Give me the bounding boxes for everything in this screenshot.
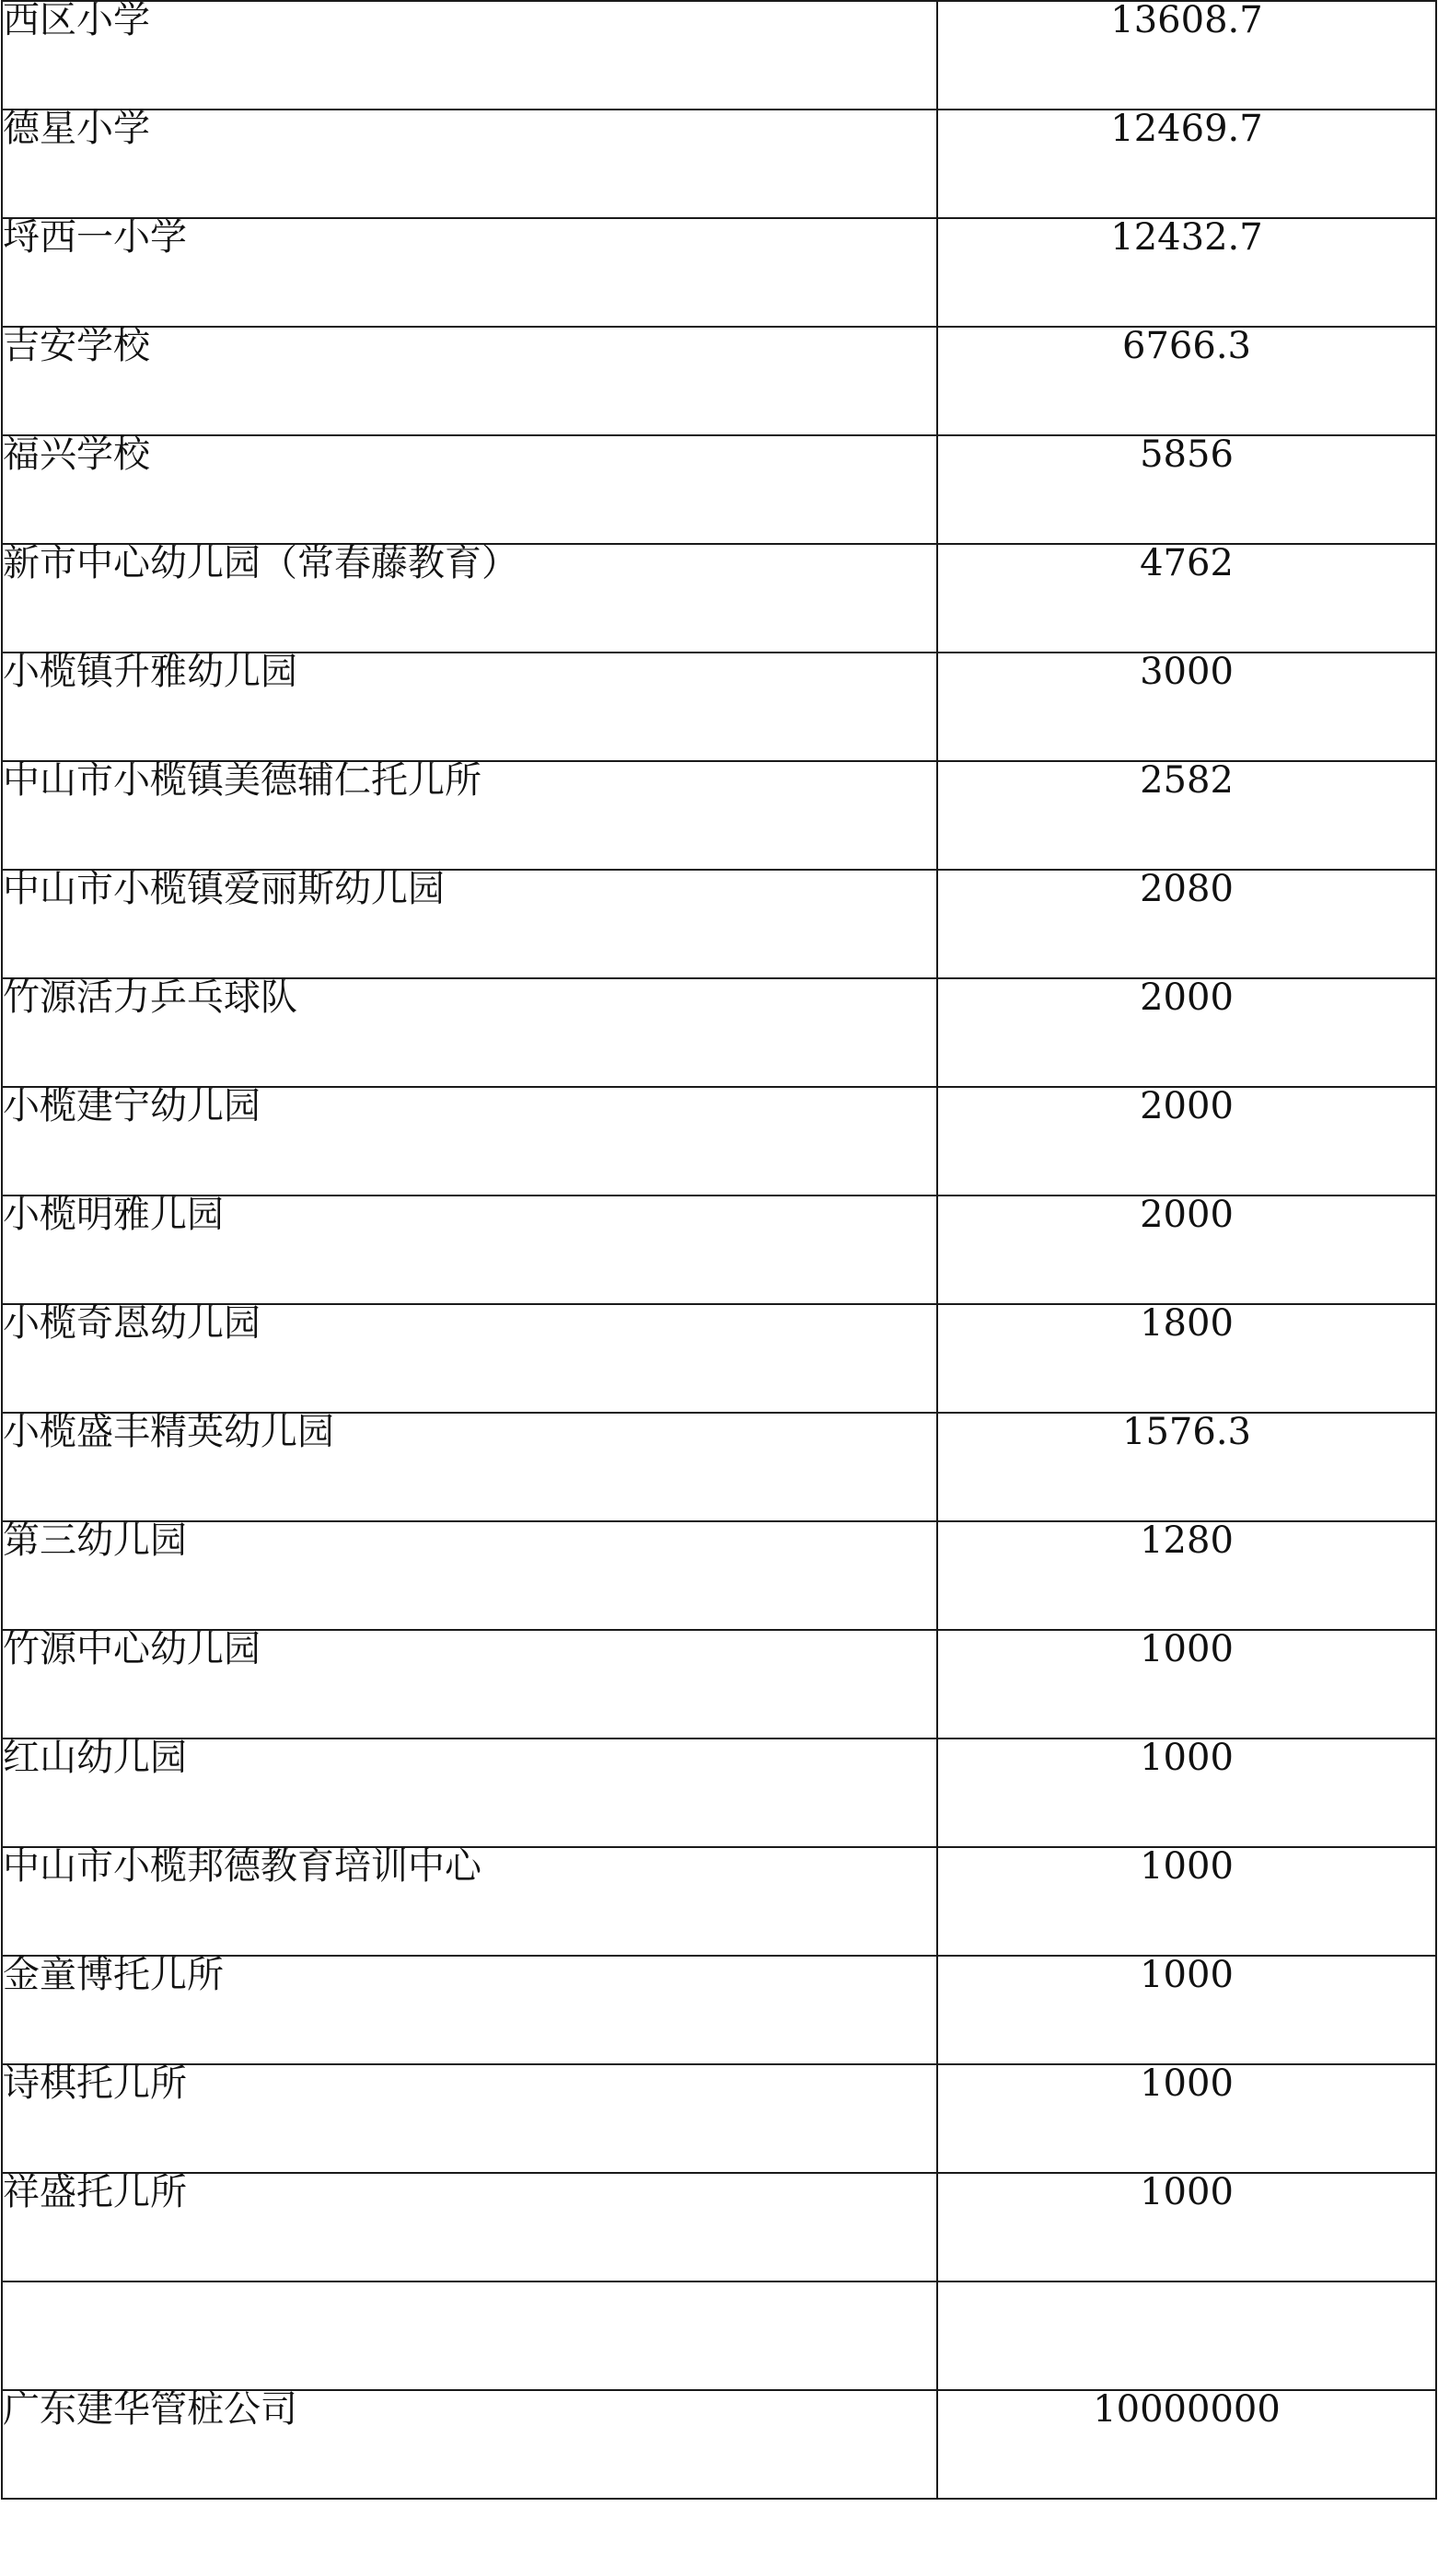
- amount-cell: 1000: [937, 1630, 1436, 1739]
- donor-name-cell: 埒西一小学: [2, 218, 937, 327]
- amount-cell: 1280: [937, 1521, 1436, 1630]
- table-row: [2, 870, 1436, 978]
- donor-name-cell: 中山市小榄邦德教育培训中心: [2, 1847, 937, 1956]
- table-row: [2, 978, 1436, 1087]
- amount-cell: 10000000: [937, 2390, 1436, 2499]
- amount-cell: 1000: [937, 1956, 1436, 2064]
- donor-name-cell: 德星小学: [2, 110, 937, 218]
- donor-name-cell: 祥盛托儿所: [2, 2173, 937, 2281]
- table-row: [2, 2173, 1436, 2281]
- table-row: [2, 653, 1436, 761]
- donor-name-cell: 中山市小榄镇爱丽斯幼儿园: [2, 870, 937, 978]
- donor-name-cell: 中山市小榄镇美德辅仁托儿所: [2, 761, 937, 870]
- table-row: [2, 1739, 1436, 1847]
- amount-cell: 1000: [937, 1739, 1436, 1847]
- table-row: [2, 1956, 1436, 2064]
- amount-cell: 3000: [937, 653, 1436, 761]
- amount-cell: 2000: [937, 1087, 1436, 1196]
- amount-cell: 2080: [937, 870, 1436, 978]
- table-row: [2, 1, 1436, 110]
- table-row: [2, 1196, 1436, 1304]
- amount-cell: 4762: [937, 544, 1436, 653]
- donor-name-cell: 广东建华管桩公司: [2, 2390, 937, 2499]
- donation-table: [1, 0, 1437, 2500]
- table-row: [2, 1630, 1436, 1739]
- donor-name-cell: [2, 2281, 937, 2390]
- donor-name-cell: 金童博托儿所: [2, 1956, 937, 2064]
- donor-name-cell: 吉安学校: [2, 327, 937, 435]
- table-row: [2, 110, 1436, 218]
- amount-cell: 2582: [937, 761, 1436, 870]
- donor-name-cell: 小榄建宁幼儿园: [2, 1087, 937, 1196]
- table-row: [2, 761, 1436, 870]
- amount-cell: 13608.7: [937, 1, 1436, 110]
- donor-name-cell: 第三幼儿园: [2, 1521, 937, 1630]
- amount-cell: 1000: [937, 2064, 1436, 2173]
- table-row: [2, 327, 1436, 435]
- table-row: [2, 2064, 1436, 2173]
- amount-cell: 1000: [937, 1847, 1436, 1956]
- table-row: [2, 1413, 1436, 1521]
- amount-cell: 1000: [937, 2173, 1436, 2281]
- table-row: [2, 544, 1436, 653]
- amount-cell: 2000: [937, 978, 1436, 1087]
- amount-cell: 12432.7: [937, 218, 1436, 327]
- amount-cell: 12469.7: [937, 110, 1436, 218]
- amount-cell: 6766.3: [937, 327, 1436, 435]
- donor-name-cell: 西区小学: [2, 1, 937, 110]
- table-row: [2, 435, 1436, 544]
- amount-cell: 5856: [937, 435, 1436, 544]
- amount-cell: 1576.3: [937, 1413, 1436, 1521]
- table-row: [2, 2390, 1436, 2499]
- donor-name-cell: 小榄明雅儿园: [2, 1196, 937, 1304]
- donor-name-cell: 福兴学校: [2, 435, 937, 544]
- donor-name-cell: 新市中心幼儿园（常春藤教育）: [2, 544, 937, 653]
- donor-name-cell: 小榄奇恩幼儿园: [2, 1304, 937, 1413]
- donor-name-cell: 竹源活力乒乓球队: [2, 978, 937, 1087]
- donor-name-cell: 竹源中心幼儿园: [2, 1630, 937, 1739]
- table-row-empty: [2, 2281, 1436, 2390]
- amount-cell: 2000: [937, 1196, 1436, 1304]
- table-row: [2, 1087, 1436, 1196]
- donor-name-cell: 红山幼儿园: [2, 1739, 937, 1847]
- table-row: [2, 1521, 1436, 1630]
- donor-name-cell: 诗棋托儿所: [2, 2064, 937, 2173]
- amount-cell: 1800: [937, 1304, 1436, 1413]
- table-row: [2, 1304, 1436, 1413]
- table-row: [2, 218, 1436, 327]
- table-row: [2, 1847, 1436, 1956]
- amount-cell: [937, 2281, 1436, 2390]
- donor-name-cell: 小榄盛丰精英幼儿园: [2, 1413, 937, 1521]
- table-body: [2, 1, 1436, 2499]
- donor-name-cell: 小榄镇升雅幼儿园: [2, 653, 937, 761]
